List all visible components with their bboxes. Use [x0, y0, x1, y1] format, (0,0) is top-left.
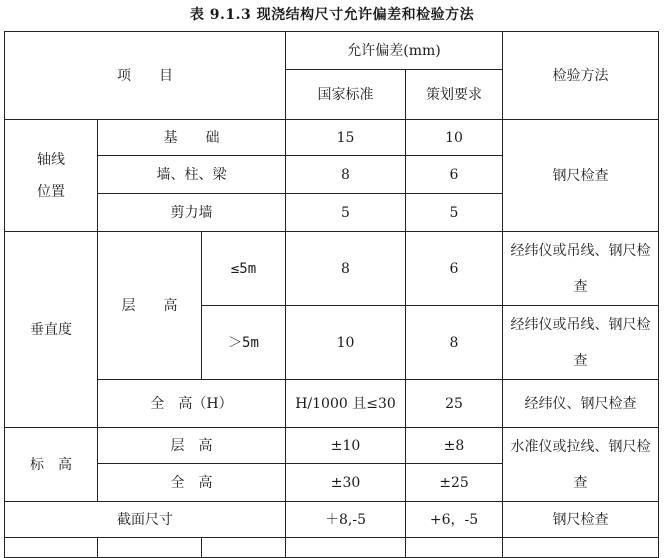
vertical-full-method: 经纬仪、钢尺检查	[503, 380, 659, 428]
axis-row-item: 墙、柱、梁	[98, 156, 286, 194]
axis-row-national: 8	[286, 156, 406, 194]
section-item: 截面尺寸	[5, 502, 286, 538]
header-item: 项 目	[5, 32, 286, 120]
vertical-floor-label: 层 高	[98, 232, 202, 380]
axis-label-text: 轴线位置	[37, 151, 65, 200]
elevation-row-planning: ±25	[406, 464, 503, 502]
axis-row-planning: 5	[406, 194, 503, 232]
vertical-full-planning: 25	[406, 380, 503, 428]
vertical-national: 8	[286, 232, 406, 306]
section-national: ＋8,-5	[286, 502, 406, 538]
vertical-planning: 8	[406, 306, 503, 380]
axis-method: 钢尺检查	[503, 120, 659, 232]
axis-row-item: 剪力墙	[98, 194, 286, 232]
header-method: 检验方法	[503, 32, 659, 120]
elevation-row-planning: ±8	[406, 428, 503, 464]
header-planning: 策划要求	[406, 70, 503, 120]
table-cell	[5, 538, 98, 558]
elevation-row-national: ±10	[286, 428, 406, 464]
axis-label	[5, 120, 98, 232]
axis-row-planning: 6	[406, 156, 503, 194]
table-title: 表 9.1.3 现浇结构尺寸允许偏差和检验方法	[189, 7, 475, 23]
header-tolerance: 允许偏差(mm)	[286, 32, 503, 70]
table-cell	[98, 538, 202, 558]
axis-row-national: 15	[286, 120, 406, 156]
elevation-row-national: ±30	[286, 464, 406, 502]
axis-row-item: 基 础	[98, 120, 286, 156]
vertical-cond: ≤5m	[202, 232, 286, 306]
table-cell	[202, 538, 286, 558]
vertical-full-national: H/1000 且≤30	[286, 380, 406, 428]
vertical-method: 经纬仪或吊线、钢尺检查	[503, 306, 659, 380]
axis-row-national: 5	[286, 194, 406, 232]
elevation-method: 水准仪或拉线、钢尺检查	[503, 428, 659, 502]
vertical-national: 10	[286, 306, 406, 380]
table-cell	[503, 538, 659, 558]
table-cell	[406, 538, 503, 558]
vertical-method: 经纬仪或吊线、钢尺检查	[503, 232, 659, 306]
vertical-full-item: 全 高（H）	[98, 380, 286, 428]
section-planning: +6，-5	[406, 502, 503, 538]
elevation-label: 标 高	[5, 428, 98, 502]
vertical-label: 垂直度	[5, 232, 98, 428]
table-cell	[286, 538, 406, 558]
tolerance-table	[4, 31, 659, 558]
elevation-row-item: 全 高	[98, 464, 286, 502]
vertical-cond: ＞5m	[202, 306, 286, 380]
header-national: 国家标准	[286, 70, 406, 120]
section-method: 钢尺检查	[503, 502, 659, 538]
vertical-planning: 6	[406, 232, 503, 306]
axis-row-planning: 10	[406, 120, 503, 156]
elevation-row-item: 层 高	[98, 428, 286, 464]
